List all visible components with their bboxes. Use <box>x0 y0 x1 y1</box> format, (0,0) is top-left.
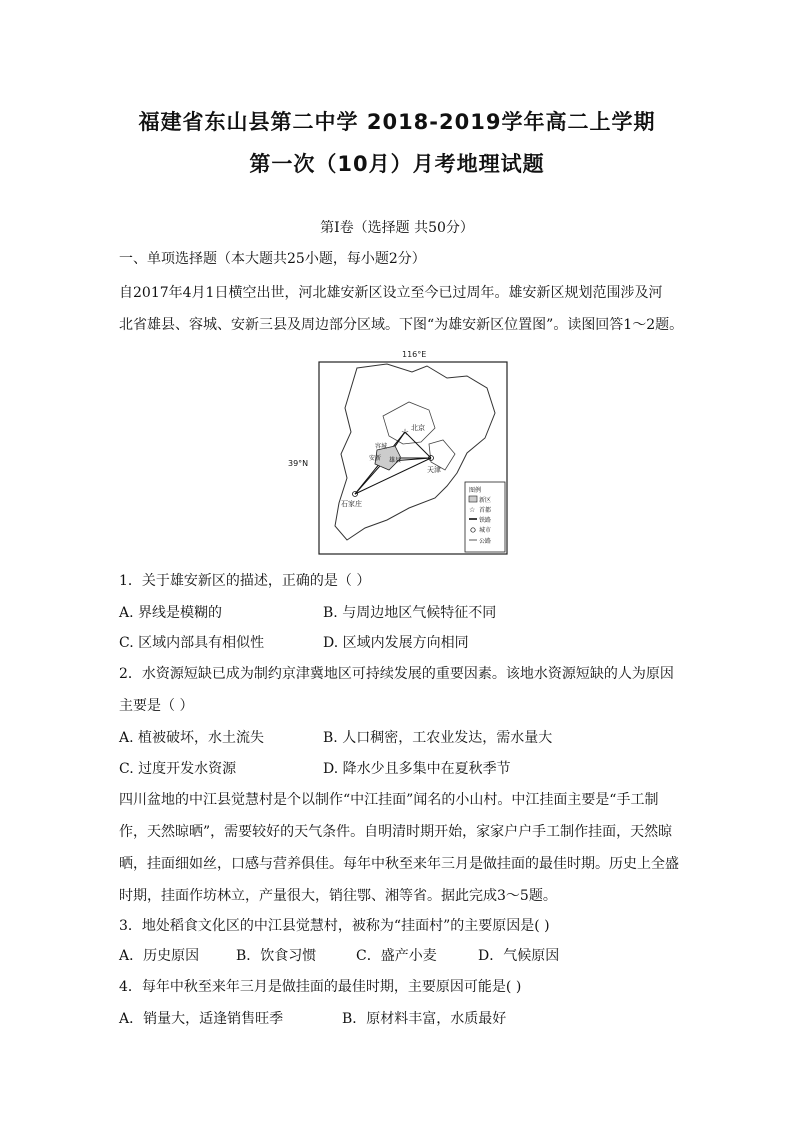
svg-text:☆: ☆ <box>401 428 410 438</box>
question-1-option-d: D. 区域内发展方向相同 <box>323 635 469 651</box>
passage1-line2: 北省雄县、容城、安新三县及周边部分区域。下图“为雄安新区位置图”。读图回答1～2题。 <box>119 317 684 333</box>
section-heading: 第Ⅰ卷（选择题 共50分） <box>320 220 474 236</box>
question-2-option-c: C. 过度开发水资源 <box>119 761 237 777</box>
legend-title: 图例 <box>469 487 482 494</box>
question-3-stem: 3．地处稻食文化区的中江县觉慧村，被称为“挂面村”的主要原因是( ) <box>119 918 550 934</box>
city-rongcheng: 容城 <box>375 443 388 450</box>
passage1-line1: 自2017年4月1日横空出世，河北雄安新区设立至今已过周年。雄安新区规划范围涉及河 <box>119 285 663 301</box>
passage2-line3: 晒，挂面细如丝，口感与营养俱佳。每年中秋至来年三月是做挂面的最佳时期。历史上全盛 <box>119 856 679 872</box>
question-3-option-d: D．气候原因 <box>478 948 560 964</box>
question-1-option-b: B. 与周边地区气候特征不同 <box>323 605 497 621</box>
question-2-option-b: B. 人口稠密，工农业发达，需水量大 <box>323 730 553 746</box>
longitude-label: 116°E <box>402 350 427 359</box>
document-title-line1: 福建省东山县第二中学 2018-2019学年高二上学期 <box>138 110 656 134</box>
svg-text:☆: ☆ <box>469 506 476 514</box>
legend-item: 城市 <box>479 527 492 534</box>
question-2-stem-line1: 2．水资源短缺已成为制约京津冀地区可持续发展的重要因素。该地水资源短缺的人为原因 <box>119 666 674 682</box>
latitude-label: 39°N <box>288 459 309 468</box>
legend-item: 公路 <box>479 538 492 545</box>
question-1-option-a: A. 界线是模糊的 <box>119 605 223 621</box>
question-2-option-a: A. 植被破坏，水土流失 <box>119 730 265 746</box>
xiongan-location-map <box>317 350 509 558</box>
question-3-option-c: C．盛产小麦 <box>356 948 437 964</box>
question-4-stem: 4．每年中秋至来年三月是做挂面的最佳时期，主要原因可能是( ) <box>119 979 522 995</box>
passage2-line1: 四川盆地的中江县觉慧村是个以制作“中江挂面”闻名的小山村。中江挂面主要是“手工制 <box>119 792 659 808</box>
city-shijiazhuang: 石家庄 <box>341 500 362 508</box>
question-3-option-a: A．历史原因 <box>119 948 200 964</box>
question-1-stem: 1．关于雄安新区的描述，正确的是（ ） <box>119 573 371 589</box>
question-4-option-b: B．原材料丰富，水质最好 <box>342 1011 507 1027</box>
question-4-option-a: A．销量大，适逢销售旺季 <box>119 1011 284 1027</box>
city-xiongxian: 雄县 <box>389 457 402 464</box>
legend-item: 新区 <box>479 497 492 504</box>
city-beijing: 北京 <box>411 424 425 432</box>
question-2-stem-line2: 主要是（ ） <box>119 698 194 714</box>
passage2-line4: 时期，挂面作坊林立，产量很大，销往鄂、湘等省。据此完成3～5题。 <box>119 888 557 904</box>
passage2-line2: 作，天然晾晒”，需要较好的天气条件。自明清时期开始，家家户户手工制作挂面，天然晾 <box>119 824 673 840</box>
question-2-option-d: D. 降水少且多集中在夏秋季节 <box>323 761 511 777</box>
city-anxin: 安新 <box>369 455 382 462</box>
city-tianjin: 天津 <box>427 466 441 474</box>
legend-item: 铁路 <box>479 517 492 524</box>
legend-item: 首都 <box>479 507 492 514</box>
question-1-option-c: C. 区域内部具有相似性 <box>119 635 265 651</box>
document-title-line2: 第一次（10月）月考地理试题 <box>249 152 545 176</box>
part-title: 一、单项选择题（本大题共25小题，每小题2分） <box>119 251 426 267</box>
question-3-option-b: B．饮食习惯 <box>236 948 317 964</box>
